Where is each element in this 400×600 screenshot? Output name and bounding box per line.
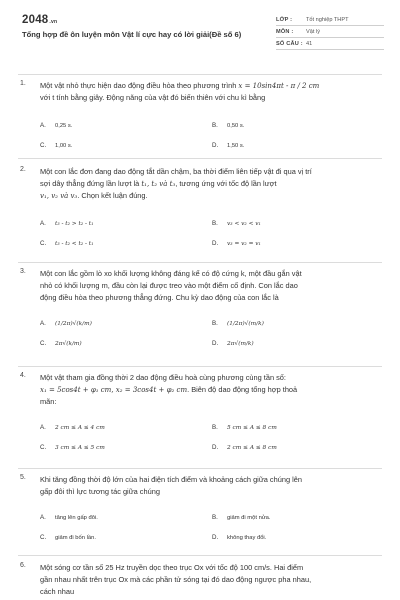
option-label: B.	[212, 320, 218, 327]
question-divider	[18, 366, 382, 367]
option-value: không thay đổi.	[227, 535, 267, 541]
answer-option-b[interactable]	[212, 220, 261, 227]
option-value: 0,50 s.	[227, 123, 245, 129]
document-title: Tổng hợp đề ôn luyện môn Vật lí cực hay có lời giải(Đề số 6)	[22, 30, 242, 39]
question-divider	[18, 468, 382, 469]
option-value: 2 cm ≤ A ≤ 4 cm	[55, 425, 105, 431]
question-line: cách nhau	[40, 587, 75, 596]
option-label: B.	[212, 514, 218, 521]
brand-logo: 2048.vn	[22, 14, 58, 26]
option-label: C.	[40, 142, 47, 149]
option-label: C.	[40, 534, 47, 541]
question-number: 6.	[20, 562, 26, 569]
question-line: Một sóng cơ tần số 25 Hz truyền dọc theo trục Ox với tốc độ 100 cm/s. Hai điểm	[40, 563, 304, 572]
answer-option-d[interactable]	[212, 340, 254, 347]
question-line: v₁, v₂ và v₃. Chọn kết luận đúng.	[40, 191, 148, 200]
meta-value: 41	[306, 41, 313, 47]
question-text	[40, 166, 360, 202]
option-label: B.	[212, 220, 218, 227]
option-label: D.	[212, 444, 219, 451]
option-value: 3 cm ≤ A ≤ 5 cm	[55, 445, 105, 451]
question-divider	[18, 262, 382, 263]
meta-label: MÔN :	[276, 29, 294, 35]
question-divider	[18, 74, 382, 75]
option-label: A.	[40, 320, 46, 327]
answer-option-b[interactable]	[212, 424, 277, 431]
question-line: Khi tăng đồng thời độ lớn của hai điện tích điểm và khoảng cách giữa chúng lên	[40, 475, 302, 484]
option-label: C.	[40, 340, 47, 347]
answer-option-a[interactable]	[40, 514, 98, 521]
question-text	[40, 372, 360, 408]
answer-option-a[interactable]	[40, 320, 92, 327]
answer-option-a[interactable]	[40, 424, 105, 431]
question-divider	[18, 158, 382, 159]
option-label: C.	[40, 240, 47, 247]
option-label: D.	[212, 340, 219, 347]
meta-row-count	[276, 38, 384, 50]
answer-option-c[interactable]	[40, 444, 105, 451]
option-value: t₃ - t₂ < t₂ - t₁	[55, 241, 94, 247]
answer-option-d[interactable]	[212, 142, 244, 149]
option-value: 2π√(k/m)	[55, 341, 82, 347]
question-number: 1.	[20, 80, 26, 87]
option-label: D.	[212, 534, 219, 541]
meta-value: Tốt nghiệp THPT	[306, 17, 349, 23]
question-number: 3.	[20, 268, 26, 275]
meta-row-subject	[276, 26, 384, 38]
option-label: A.	[40, 220, 46, 227]
question-line: sợi dây thẳng đứng lần lượt là t₁, t₂ và t₃, tương ứng với tốc độ lần lượt	[40, 179, 277, 188]
answer-option-c[interactable]	[40, 142, 72, 149]
math-expression: t₁, t₂ và t₃	[141, 180, 176, 188]
question-line: gần nhau nhất trên trục Ox mà các phần tử sóng tại đó dao động ngược pha nhau,	[40, 575, 312, 584]
question-text	[40, 474, 360, 498]
math-expression: v₁, v₂ và v₃	[40, 192, 78, 200]
option-value: (1/2π)√(m/k)	[227, 321, 264, 327]
math-expression: x = 10sin4πt - π / 2 cm	[238, 82, 320, 90]
answer-option-d[interactable]	[212, 444, 277, 451]
answer-option-c[interactable]	[40, 534, 96, 541]
question-divider	[18, 555, 382, 556]
question-number: 5.	[20, 474, 26, 481]
answer-option-c[interactable]	[40, 240, 93, 247]
option-value: giảm đi bốn lần.	[55, 535, 96, 541]
question-line: động điều hòa theo phương thẳng đứng. Chu kỳ dao động của con lắc là	[40, 293, 279, 302]
answer-option-b[interactable]	[212, 320, 264, 327]
question-line: x₁ = 5cos4t + φ₁ cm, x₂ = 3cos4t + φ₂ cm. Biên độ dao động tổng hợp thoả	[40, 385, 298, 394]
option-label: A.	[40, 514, 46, 521]
option-value: 2 cm ≤ A ≤ 8 cm	[227, 445, 277, 451]
question-line: Một vật nhỏ thực hiện dao động điều hòa theo phương trình x = 10sin4πt - π / 2 cm	[40, 81, 320, 90]
option-value: (1/2π)√(k/m)	[55, 321, 92, 327]
option-value: 0,25 s.	[55, 123, 73, 129]
option-label: B.	[212, 424, 218, 431]
question-line: Một con lắc gồm lò xo khối lượng không đáng kể có độ cứng k, một đầu gắn vật	[40, 269, 302, 278]
option-label: D.	[212, 240, 219, 247]
document-header	[22, 14, 382, 66]
answer-option-a[interactable]	[40, 122, 72, 129]
answer-option-b[interactable]	[212, 122, 244, 129]
option-label: A.	[40, 122, 46, 129]
answer-option-c[interactable]	[40, 340, 82, 347]
question-text	[40, 268, 360, 304]
answer-option-b[interactable]	[212, 514, 271, 521]
question-text	[40, 562, 360, 598]
question-line: Một vật tham gia đồng thời 2 dao động điều hoà cùng phương cùng tần số:	[40, 373, 286, 382]
option-value: t₃ - t₂ > t₂ - t₁	[55, 221, 94, 227]
option-label: D.	[212, 142, 219, 149]
option-value: v₃ = v₂ = v₁	[227, 241, 261, 247]
option-value: 2π√(m/k)	[227, 341, 254, 347]
question-number: 2.	[20, 166, 26, 173]
question-line: với t tính bằng giây. Động năng của vật đó biến thiên với chu kì bằng	[40, 93, 266, 102]
option-value: 1,00 s.	[55, 143, 73, 149]
question-line: Một con lắc đơn đang dao động tắt dần chậm, ba thời điểm liên tiếp vật đi qua vị trí	[40, 167, 312, 176]
option-value: v₃ < v₂ < v₁	[227, 221, 261, 227]
meta-row-grade	[276, 14, 384, 26]
answer-option-d[interactable]	[212, 534, 266, 541]
question-number: 4.	[20, 372, 26, 379]
question-line: gấp đôi thì lực tương tác giữa chúng	[40, 487, 160, 496]
option-value: 1,50 s.	[227, 143, 245, 149]
option-label: A.	[40, 424, 46, 431]
option-label: B.	[212, 122, 218, 129]
option-label: C.	[40, 444, 47, 451]
question-line: nhỏ có khối lượng m, đầu còn lại được treo vào một điểm cố định. Con lắc dao	[40, 281, 298, 290]
math-expression: x₁ = 5cos4t + φ₁ cm, x₂ = 3cos4t + φ₂ cm	[40, 386, 188, 394]
option-value: tăng lên gấp đôi.	[55, 515, 98, 521]
option-value: giảm đi một nửa.	[227, 515, 271, 521]
document-meta	[276, 14, 384, 50]
question-text	[40, 80, 360, 104]
option-value: 5 cm ≤ A ≤ 8 cm	[227, 425, 277, 431]
meta-label: SỐ CÂU :	[276, 41, 303, 47]
answer-option-a[interactable]	[40, 220, 93, 227]
answer-option-d[interactable]	[212, 240, 261, 247]
question-line: mãn:	[40, 397, 57, 406]
meta-value: Vật lý	[306, 29, 320, 35]
meta-label: LỚP :	[276, 17, 293, 23]
